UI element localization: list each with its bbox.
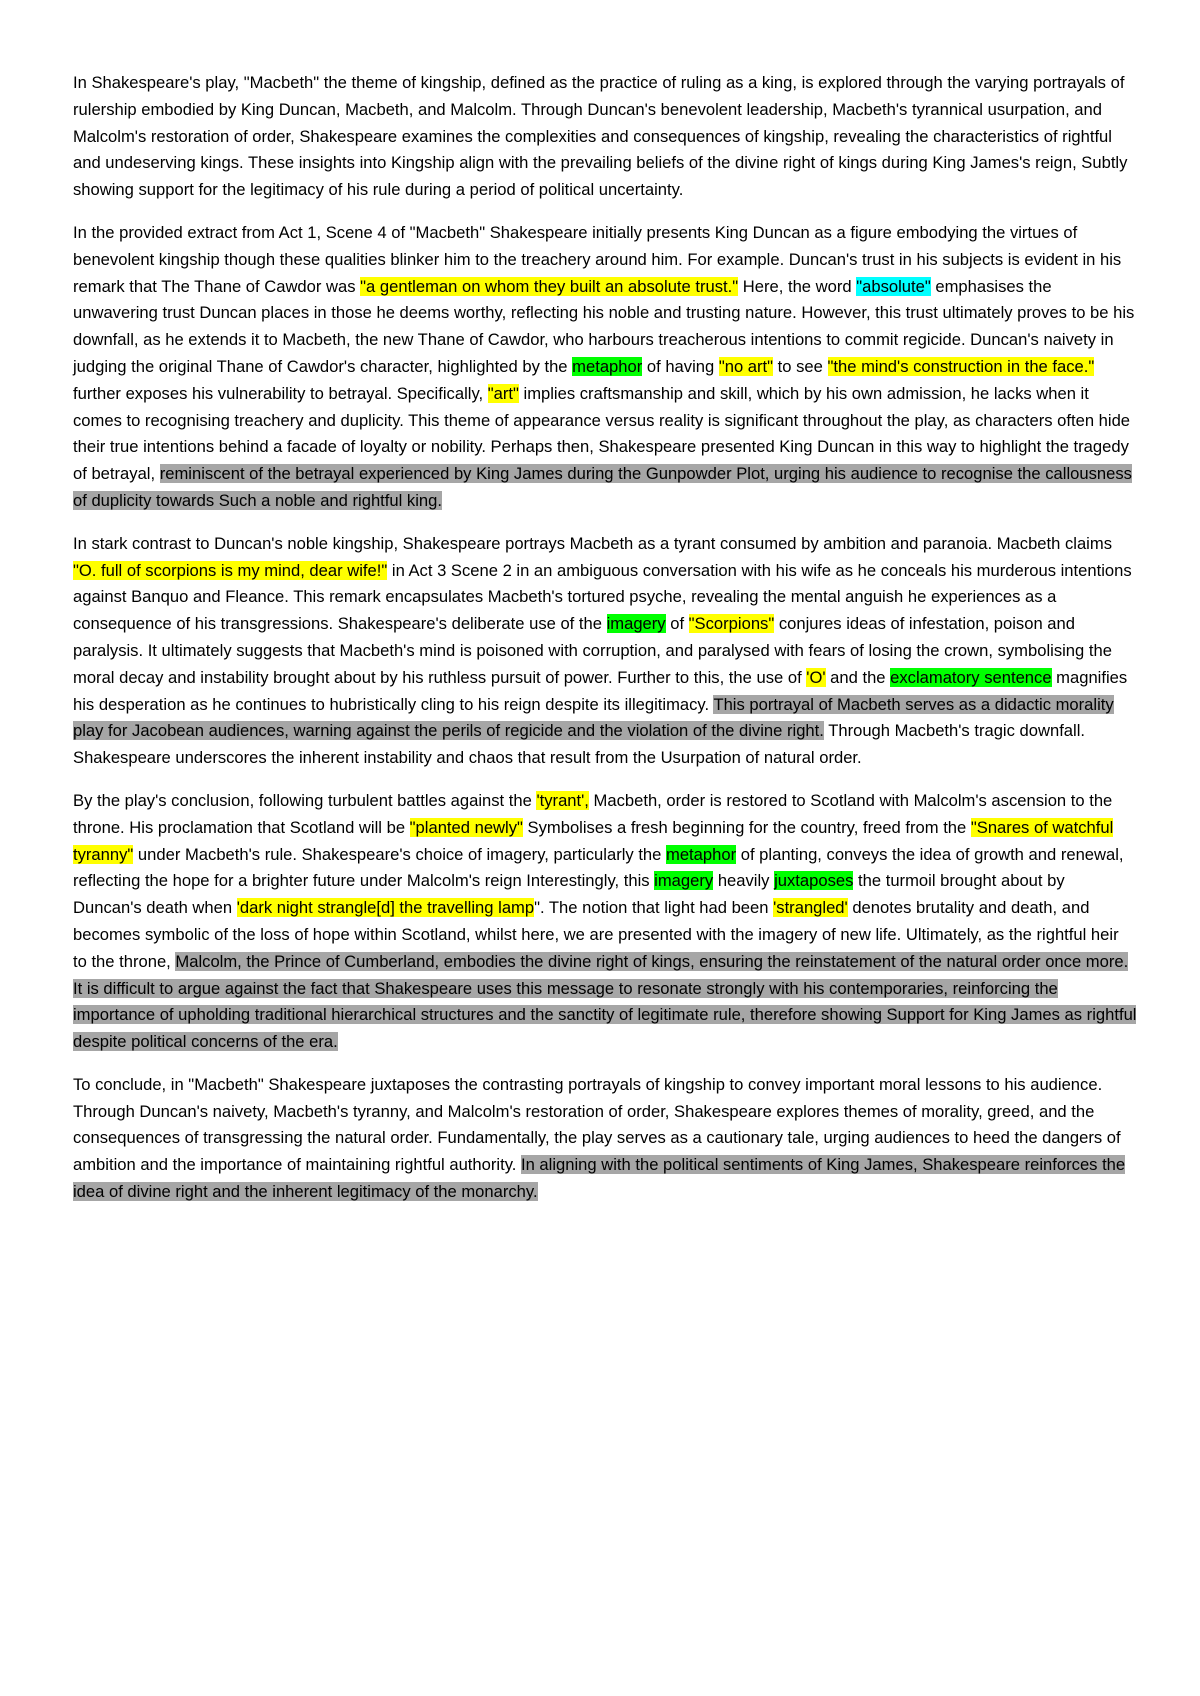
text-run: Symbolises a fresh beginning for the country, freed from the — [522, 817, 971, 837]
yellow-highlight: "a gentleman on whom they built an absolute trust." — [360, 276, 739, 296]
green-highlight: exclamatory sentence — [890, 667, 1052, 687]
paragraph-duncan — [73, 220, 1137, 515]
text-run: In the provided extract from Act 1, Scene 4 of "Macbeth" Shakespeare initially presents King Duncan as a figure embodying the virtues of benevolent kingship though these qualities blinker him to the treachery around him. For example. Duncan's trust in his subjects is evident in his remark that The Thane of Cawdor was — [73, 222, 1122, 296]
text-run: ". The notion that light had been — [534, 898, 774, 918]
text-run: In stark contrast to Duncan's noble kingship, Shakespeare portrays Macbeth as a tyrant consumed by ambition and paranoia. Macbeth claims — [73, 533, 1112, 553]
paragraph-introduction — [73, 70, 1137, 204]
yellow-highlight: "O. full of scorpions is my mind, dear wife!" — [73, 560, 388, 580]
yellow-highlight: 'tyrant', — [536, 790, 589, 810]
yellow-highlight: 'dark night strangle[d] the travelling lamp — [236, 898, 535, 918]
text-run: of planting, conveys the idea of growth and renewal, reflecting the hope for a brighter future under Malcolm's reign Interestingly, this — [73, 844, 1124, 891]
green-highlight: metaphor — [666, 844, 737, 864]
gray-highlight: reminiscent of the betrayal experienced by King James during the Gunpowder Plot, urging his audience to recognise the callousness of duplicity towards Such a noble and rightful king. — [73, 464, 1132, 510]
yellow-highlight: "the mind's construction in the face." — [827, 356, 1095, 376]
essay-document — [73, 70, 1137, 1222]
green-highlight: juxtaposes — [774, 871, 854, 891]
gray-highlight: In aligning with the political sentiments of King James, Shakespeare reinforces the idea of divine right and the inherent legitimacy of the monarchy. — [73, 1155, 1126, 1202]
text-run: heavily — [713, 871, 775, 891]
yellow-highlight: "no art" — [718, 356, 774, 376]
gray-highlight: This portrayal of Macbeth serves as a didactic morality play for Jacobean audiences, warning against the perils of regicide and the violation of the divine right. — [73, 694, 1114, 741]
text-run: emphasises the unwavering trust Duncan places in those he deems worthy, reflecting his noble and trusting nature. However, this trust ultimately proves to be his downfall, as he extends it to Macbeth, the new Thane of Cawdor, who harbours treacherous intentions to commit regicide. Duncan's naivety in judging the original Thane of Cawdor's character, highlighted by the — [73, 276, 1135, 376]
text-run: magnifies his desperation as he continues to hubristically cling to his reign despite its illegitimacy. — [73, 667, 1128, 714]
green-highlight: metaphor — [572, 356, 643, 376]
text-run: In Shakespeare's play, "Macbeth" the theme of kingship, defined as the practice of ruling as a king, is explored through the varying portrayals of rulership embodied by King Duncan, Macbeth, and Malcolm. Through Duncan's benevolent leadership, Macbeth's tyrannical usurpation, and Malcolm's restoration of order, Shakespeare examines the complexities and consequences of kingship, revealing the characteristics of rightful and undeserving kings. These insights into Kingship align with the prevailing beliefs of the divine right of kings during King James's reign, Subtly showing support for the legitimacy of his rule during a period of political uncertainty. — [73, 73, 1128, 200]
text-run: under Macbeth's rule. Shakespeare's choice of imagery, particularly the — [133, 844, 666, 864]
text-run: Through Macbeth's tragic downfall. Shakespeare underscores the inherent instability and chaos that result from the Usurpation of natural order. — [73, 721, 1086, 768]
green-highlight: imagery — [606, 614, 666, 634]
text-run: By the play's conclusion, following turbulent battles against the — [73, 790, 537, 810]
paragraph-macbeth — [73, 531, 1137, 772]
paragraph-malcolm — [73, 788, 1137, 1056]
text-run: further exposes his vulnerability to betrayal. Specifically, — [73, 383, 488, 403]
yellow-highlight: "Snares of watchful tyranny" — [73, 817, 1114, 864]
text-run: in Act 3 Scene 2 in an ambiguous conversation with his wife as he conceals his murderous intentions against Banquo and Fleance. This remark encapsulates Macbeth's tortured psyche, revealing the mental anguish he experiences as a consequence of his transgressions. Shakespeare's deliberate use of the — [73, 560, 1132, 634]
gray-highlight: Malcolm, the Prince of Cumberland, embodies the divine right of kings, ensuring the reinstatement of the natural order once more. It is difficult to argue against the fact that Shakespeare uses this message to resonate strongly with his contemporaries, reinforcing the importance of upholding traditional hierarchical structures and the sanctity of legitimate rule, therefore showing Support for King James as rightful despite political concerns of the era. — [73, 951, 1137, 1052]
yellow-highlight: 'strangled' — [773, 898, 848, 918]
text-run: the turmoil brought about by Duncan's death when — [73, 871, 1065, 918]
text-run: implies craftsmanship and skill, which by his own admission, he lacks when it comes to recognising treachery and duplicity. This theme of appearance versus reality is significant throughout the play, as characters often hide their true intentions behind a facade of loyalty or nobility. Perhaps then, Shakespeare presented King Duncan in this way to highlight the tragedy of betrayal, — [73, 383, 1131, 484]
yellow-highlight: "planted newly" — [409, 817, 523, 837]
text-run: to see — [773, 356, 828, 376]
text-run: To conclude, in "Macbeth" Shakespeare juxtaposes the contrasting portrayals of kingship to convey important moral lessons to his audience. Through Duncan's naivety, Macbeth's tyranny, and Malcolm's restoration of order, Shakespeare explores themes of morality, greed, and the consequences of transgressing the natural order. Fundamentally, the play serves as a cautionary tale, urging audiences to heed the dangers of ambition and the importance of maintaining rightful authority. — [73, 1074, 1121, 1175]
text-run: Here, the word — [738, 276, 857, 296]
cyan-highlight: "absolute" — [856, 276, 931, 296]
text-run: Macbeth, order is restored to Scotland with Malcolm's ascension to the throne. His proclamation that Scotland will be — [73, 790, 1113, 837]
yellow-highlight: "art" — [487, 383, 519, 403]
green-highlight: imagery — [654, 871, 714, 891]
text-run: of — [665, 614, 689, 634]
text-run: of having — [642, 356, 719, 376]
text-run: denotes brutality and death, and becomes symbolic of the loss of hope within Scotland, whilst here, we are presented with the imagery of new life. Ultimately, as the rightful heir to the throne, — [73, 898, 1119, 971]
yellow-highlight: 'O' — [806, 667, 826, 687]
text-run: conjures ideas of infestation, poison and paralysis. It ultimately suggests that Macbeth's mind is poisoned with corruption, and paralysed with fears of losing the crown, symbolising the moral decay and instability brought about by his ruthless pursuit of power. Further to this, the use of — [73, 614, 1112, 687]
paragraph-conclusion — [73, 1072, 1137, 1206]
yellow-highlight: "Scorpions" — [688, 614, 775, 634]
text-run: and the — [825, 667, 891, 687]
